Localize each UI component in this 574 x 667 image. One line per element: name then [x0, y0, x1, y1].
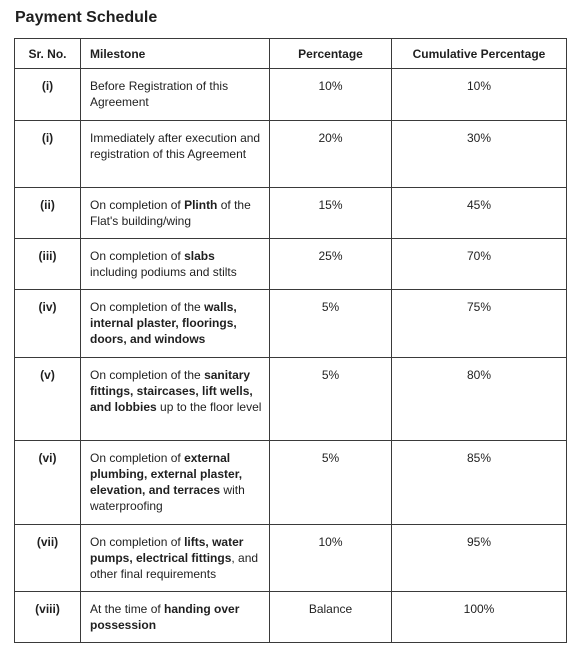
- header-cumulative-percentage: Cumulative Percentage: [392, 39, 567, 69]
- cell-milestone: [81, 290, 270, 358]
- cell-cumulative-percentage: 95%: [392, 525, 567, 592]
- table-row: [15, 290, 567, 358]
- table-row: [15, 121, 567, 188]
- cell-milestone: [81, 441, 270, 525]
- table-row: [15, 592, 567, 643]
- cell-cumulative-percentage: 80%: [392, 358, 567, 441]
- milestone-bold-text: walls, internal plaster, floorings, doors, and windows: [90, 300, 237, 346]
- cell-milestone: [81, 121, 270, 188]
- cell-percentage: 5%: [270, 358, 392, 441]
- cell-percentage: 20%: [270, 121, 392, 188]
- table-row: [15, 525, 567, 592]
- cell-milestone: [81, 239, 270, 290]
- cell-percentage: 15%: [270, 188, 392, 239]
- cell-percentage: 5%: [270, 441, 392, 525]
- table-header-row: [15, 39, 567, 69]
- cell-percentage: 25%: [270, 239, 392, 290]
- milestone-text: At the time of: [90, 602, 165, 616]
- cell-milestone: [81, 358, 270, 441]
- milestone-text: , and other final requirements: [90, 551, 259, 581]
- header-milestone: Milestone: [81, 39, 270, 69]
- milestone-text: with waterproofing: [90, 483, 245, 513]
- cell-cumulative-percentage: 45%: [392, 188, 567, 239]
- cell-percentage: 10%: [270, 525, 392, 592]
- milestone-text: On completion of: [90, 535, 185, 549]
- page-title: Payment Schedule: [15, 9, 158, 26]
- milestone-text: On completion of: [90, 198, 185, 212]
- table-row: [15, 358, 567, 441]
- cell-sr-no: (iv): [15, 290, 81, 358]
- cell-cumulative-percentage: 70%: [392, 239, 567, 290]
- cell-sr-no: (v): [15, 358, 81, 441]
- cell-sr-no: (vii): [15, 525, 81, 592]
- milestone-bold-text: Plinth: [184, 198, 218, 212]
- milestone-bold-text: external plumbing, external plaster, elevation, and terraces: [90, 451, 243, 497]
- cell-milestone: [81, 69, 270, 121]
- cell-cumulative-percentage: 100%: [392, 592, 567, 643]
- milestone-text: including podiums and stilts: [90, 265, 237, 279]
- milestone-text: On completion of: [90, 451, 185, 465]
- cell-sr-no: (ii): [15, 188, 81, 239]
- header-percentage: Percentage: [270, 39, 392, 69]
- milestone-bold-text: lifts, water pumps, electrical fittings: [90, 535, 244, 565]
- milestone-text: On completion of: [90, 249, 185, 263]
- table-body: [15, 69, 567, 643]
- milestone-text: On completion of the: [90, 368, 205, 382]
- milestone-bold-text: sanitary fittings, staircases, lift wells, and lobbies: [90, 368, 253, 414]
- cell-sr-no: (viii): [15, 592, 81, 643]
- cell-sr-no: (i): [15, 121, 81, 188]
- milestone-text: On completion of the: [90, 300, 205, 314]
- milestone-bold-text: slabs: [184, 249, 215, 263]
- cell-percentage: 5%: [270, 290, 392, 358]
- table-row: [15, 188, 567, 239]
- cell-cumulative-percentage: 10%: [392, 69, 567, 121]
- cell-cumulative-percentage: 75%: [392, 290, 567, 358]
- milestone-text: up to the floor level: [156, 400, 262, 414]
- cell-sr-no: (vi): [15, 441, 81, 525]
- cell-sr-no: (i): [15, 69, 81, 121]
- milestone-text: Before Registration of this Agreement: [90, 79, 229, 109]
- payment-schedule-table: [14, 38, 567, 643]
- header-sr-no: Sr. No.: [15, 39, 81, 69]
- table-row: [15, 69, 567, 121]
- cell-milestone: [81, 188, 270, 239]
- cell-milestone: [81, 525, 270, 592]
- milestone-text: of the Flat's building/wing: [90, 198, 251, 228]
- cell-percentage: 10%: [270, 69, 392, 121]
- cell-percentage: Balance: [270, 592, 392, 643]
- table-row: [15, 441, 567, 525]
- milestone-bold-text: handing over possession: [90, 602, 240, 632]
- cell-milestone: [81, 592, 270, 643]
- cell-sr-no: (iii): [15, 239, 81, 290]
- milestone-text: Immediately after execution and registration of this Agreement: [90, 131, 261, 161]
- cell-cumulative-percentage: 30%: [392, 121, 567, 188]
- cell-cumulative-percentage: 85%: [392, 441, 567, 525]
- table-row: [15, 239, 567, 290]
